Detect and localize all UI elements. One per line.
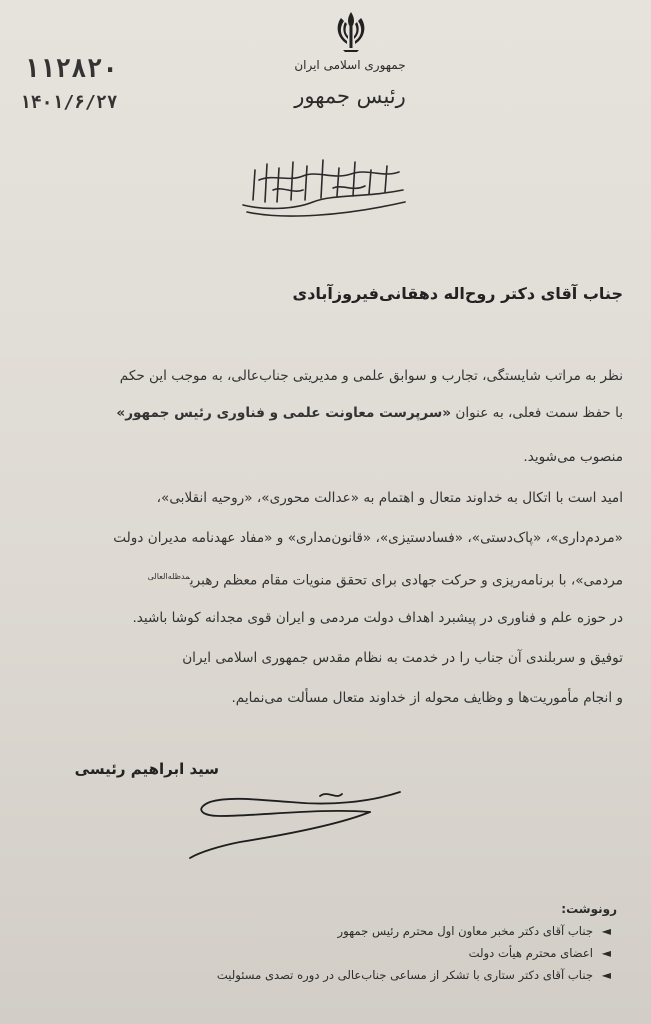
arrow-icon: ◄ <box>601 968 611 982</box>
cc-item: ◄ جناب آقای دکتر مخبر معاون اول محترم رئیس جمهور <box>337 924 611 938</box>
arrow-icon: ◄ <box>601 946 611 960</box>
body-line: منصوب می‌شوید. <box>523 449 623 465</box>
arrow-icon: ◄ <box>601 924 611 938</box>
signer-name: سید ابراهیم رئیسی <box>74 760 219 778</box>
body-line: «مردم‌داری»، «پاک‌دستی»، «فسادستیزی»، «قانون‌مداری» و «مفاد عهدنامه مدیران دولت <box>113 530 623 546</box>
bismillah-calligraphy <box>233 150 413 225</box>
cc-item: ◄ جناب آقای دکتر ستاری با تشکر از مساعی جناب‌عالی در دوره تصدی مسئولیت <box>216 968 611 982</box>
body-line <box>148 572 623 589</box>
handwritten-signature <box>170 772 420 867</box>
body-line: در حوزه علم و فناوری در پیشبرد اهداف دولت مردمی و ایران قوی مجدانه کوشا باشید. <box>132 610 623 626</box>
reference-number: ۱۱۲۸۲۰ <box>24 54 118 84</box>
iran-emblem-icon <box>327 8 375 56</box>
body-line: امید است با اتکال به خداوند متعال و اهتمام به «عدالت محوری»، «روحیه انقلابی»، <box>156 490 623 506</box>
cc-item: ◄ اعضای محترم هیأت دولت <box>468 946 611 960</box>
body-text: با حفظ سمت فعلی، به عنوان <box>451 405 623 421</box>
position-title: «سرپرست معاونت علمی و فناوری رئیس جمهور» <box>116 405 452 421</box>
body-text: مردمی»، با برنامه‌ریزی و حرکت جهادی برای تحقق منویات مقام معظم رهبری <box>189 572 623 589</box>
honorific-superscript: مدظله‌العالی <box>147 572 190 581</box>
body-line: و انجام مأموریت‌ها و وظایف محوله از خداوند متعال مسألت می‌نمایم. <box>231 690 623 706</box>
cc-title: رونوشت: <box>561 902 617 916</box>
body-line <box>116 405 623 421</box>
office-title: رئیس جمهور <box>294 84 406 108</box>
addressee: جناب آقای دکتر روح‌اله دهقانی‌فیروزآبادی <box>292 284 623 303</box>
body-line: توفیق و سربلندی آن جناب را در خدمت به نظام مقدس جمهوری اسلامی ایران <box>182 650 623 666</box>
body-line: نظر به مراتب شایستگی، تجارب و سوابق علمی و مدیریتی جناب‌عالی، به موجب این حکم <box>119 368 623 384</box>
country-name: جمهوری اسلامی ایران <box>294 58 406 72</box>
reference-date: ۱۴۰۱/۶/۲۷ <box>20 92 118 113</box>
